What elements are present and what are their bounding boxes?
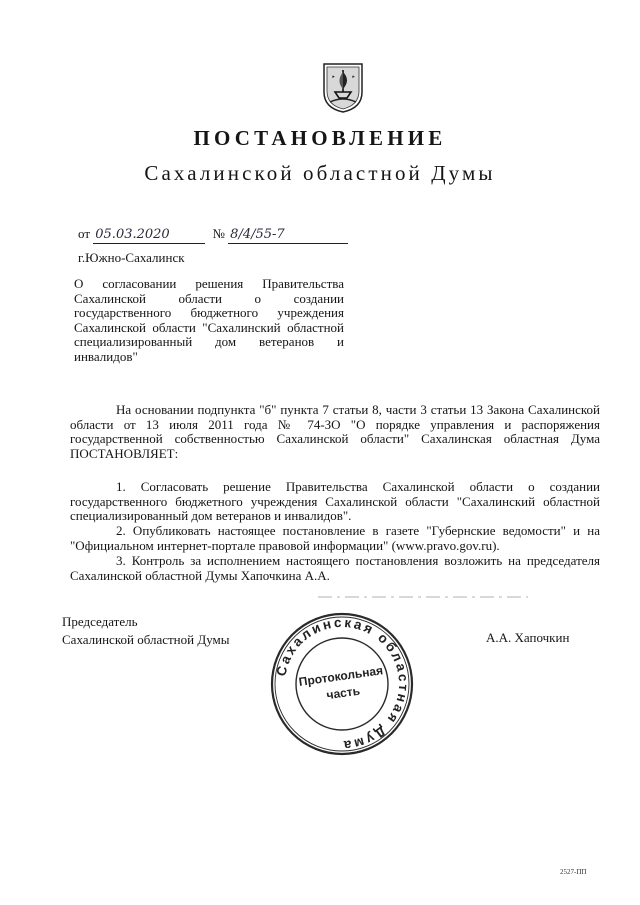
footer-document-code: 2527-ПП — [560, 868, 587, 876]
scan-artifact-divider — [318, 596, 528, 598]
document-date: 05.03.2020 — [93, 228, 205, 244]
document-meta-line — [78, 226, 348, 244]
official-stamp — [268, 610, 416, 758]
resolution-item-1: 1. Согласовать решение Правительства Сахалинской области о создании государственного бюджетного учреждения Сахалинской области "Сахалинский областной специализированный дом ветеранов и инвалидов". — [70, 479, 600, 524]
signatory-position — [62, 613, 230, 649]
stamp-center-line-1: Протокольная — [297, 663, 384, 689]
date-prefix: от — [78, 226, 91, 241]
document-city: г.Южно-Сахалинск — [78, 250, 185, 265]
stamp-center-line-2: часть — [325, 683, 361, 703]
signatory-position-line-2: Сахалинской областной Думы — [62, 632, 230, 647]
signatory-position-line-1: Председатель — [62, 614, 138, 629]
svg-text:Сахалинская областная Дума — [273, 615, 411, 753]
preamble-paragraph: На основании подпункта "б" пункта 7 статьи 8, части 3 статьи 13 Закона Сахалинской области от 13 июля 2011 года № 74-ЗО "О порядке управления и распоряжения государственной собственностью Сахалинской области" Сахалинская областная Дума ПОСТАНОВЛЯЕТ: — [70, 402, 600, 461]
signatory-name: А.А. Хапочкин — [486, 630, 570, 645]
coat-of-arms-emblem — [322, 62, 364, 114]
document-number: 8/4/55-7 — [228, 228, 348, 244]
stamp-ring-text: Сахалинская областная Дума — [273, 614, 412, 754]
document-subject: О согласовании решения Правительства Сахалинской области о создании государственного бюджетного учреждения Сахалинской области "Сахалинский областной специализированный дом ветеранов и инвалидов" — [74, 276, 344, 364]
resolution-item-3: 3. Контроль за исполнением настоящего постановления возложить на председателя Сахалинской областной Думы Хапочкина А.А. — [70, 553, 600, 583]
document-title: ПОСТАНОВЛЕНИЕ — [193, 126, 447, 150]
resolution-item-2: 2. Опубликовать настоящее постановление в газете "Губернские ведомости" и на "Официальном интернет-портале правовой информации" (www.pravo.gov.ru). — [70, 523, 600, 553]
number-prefix: № — [212, 226, 225, 241]
document-subtitle: Сахалинской областной Думы — [144, 161, 496, 185]
